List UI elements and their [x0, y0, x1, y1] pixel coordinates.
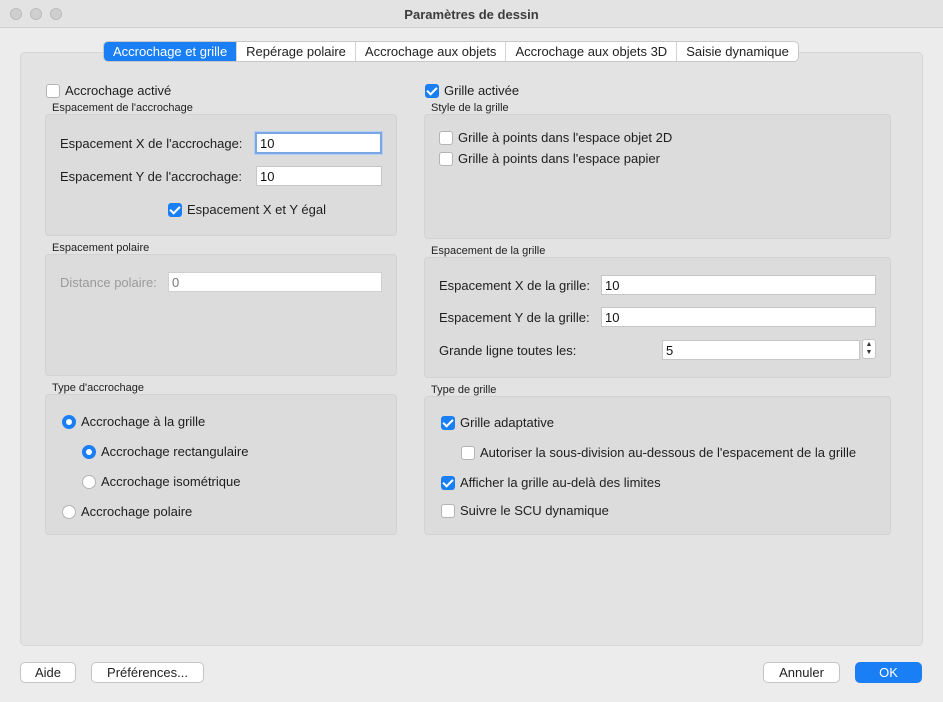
- snap-x-label: Espacement X de l'accrochage:: [60, 136, 243, 151]
- grid-y-input[interactable]: [601, 307, 876, 327]
- snap-spacing-group-label: Espacement de l'accrochage: [52, 102, 193, 114]
- polar-distance-input[interactable]: [168, 272, 382, 292]
- grid-type-group-label: Type de grille: [431, 384, 497, 396]
- chevron-up-icon[interactable]: ▲: [865, 341, 873, 348]
- dots-paper-label: Grille à points dans l'espace papier: [458, 151, 660, 166]
- snap-enabled-checkbox[interactable]: [46, 83, 171, 98]
- polar-distance-label: Distance polaire:: [60, 275, 157, 290]
- radio-circle[interactable]: [62, 505, 76, 519]
- tab-dynamic-input[interactable]: Saisie dynamique: [676, 42, 798, 61]
- radio-circle[interactable]: [82, 445, 96, 459]
- radio-circle[interactable]: [82, 475, 96, 489]
- help-button[interactable]: Aide: [20, 662, 76, 683]
- checkbox-box[interactable]: [439, 152, 453, 166]
- beyond-limits-label: Afficher la grille au-delà des limites: [460, 475, 661, 490]
- subdivision-checkbox[interactable]: [461, 445, 856, 460]
- snap-type-group-label: Type d'accrochage: [52, 382, 144, 394]
- major-line-input[interactable]: [662, 340, 860, 360]
- polar-snap-label: Accrochage polaire: [81, 504, 193, 519]
- major-line-label: Grande ligne toutes les:: [439, 343, 577, 358]
- tab-object-snap[interactable]: Accrochage aux objets: [355, 42, 506, 61]
- grid-y-label: Espacement Y de la grille:: [439, 310, 590, 325]
- polar-spacing-group-label: Espacement polaire: [52, 242, 150, 254]
- rectangular-snap-label: Accrochage rectangulaire: [101, 444, 249, 459]
- checkbox-box[interactable]: [441, 504, 455, 518]
- window-title: Paramètres de dessin: [404, 7, 539, 22]
- adaptive-grid-label: Grille adaptative: [460, 415, 554, 430]
- isometric-snap-radio[interactable]: [82, 474, 240, 489]
- grid-enabled-checkbox[interactable]: [425, 83, 519, 98]
- grid-enabled-label: Grille activée: [444, 83, 520, 98]
- rectangular-snap-radio[interactable]: [82, 444, 248, 459]
- grid-snap-label: Accrochage à la grille: [81, 414, 206, 429]
- snap-y-label: Espacement Y de l'accrochage:: [60, 169, 242, 184]
- subdivision-label: Autoriser la sous-division au-dessous de l'espacement de la grille: [480, 445, 857, 460]
- radio-circle[interactable]: [62, 415, 76, 429]
- grid-x-input[interactable]: [601, 275, 876, 295]
- checkbox-box[interactable]: [425, 84, 439, 98]
- tab-bar: [103, 41, 799, 62]
- grid-style-group-label: Style de la grille: [431, 102, 509, 114]
- adaptive-grid-checkbox[interactable]: [441, 415, 554, 430]
- dots-2d-label: Grille à points dans l'espace objet 2D: [458, 130, 673, 145]
- major-line-stepper[interactable]: [862, 339, 876, 359]
- tab-snap-and-grid[interactable]: Accrochage et grille: [104, 42, 236, 61]
- title-bar: [0, 0, 943, 28]
- checkbox-box[interactable]: [439, 131, 453, 145]
- grid-spacing-group-label: Espacement de la grille: [431, 245, 546, 257]
- checkbox-box[interactable]: [168, 203, 182, 217]
- preferences-button[interactable]: Préférences...: [91, 662, 204, 683]
- tab-3d-object-snap[interactable]: Accrochage aux objets 3D: [505, 42, 676, 61]
- snap-x-input[interactable]: [255, 132, 382, 154]
- polar-snap-radio[interactable]: [62, 504, 192, 519]
- snap-y-input[interactable]: [256, 166, 382, 186]
- dots-paper-checkbox[interactable]: [439, 151, 660, 166]
- snap-enabled-label: Accrochage activé: [65, 83, 172, 98]
- checkbox-box[interactable]: [46, 84, 60, 98]
- grid-snap-radio[interactable]: [62, 414, 205, 429]
- checkbox-box[interactable]: [461, 446, 475, 460]
- follow-ucs-label: Suivre le SCU dynamique: [460, 503, 609, 518]
- cancel-button[interactable]: Annuler: [763, 662, 840, 683]
- equal-spacing-checkbox[interactable]: [168, 202, 326, 217]
- follow-ucs-checkbox[interactable]: [441, 503, 609, 518]
- tab-polar-tracking[interactable]: Repérage polaire: [236, 42, 355, 61]
- dots-2d-checkbox[interactable]: [439, 130, 672, 145]
- equal-spacing-label: Espacement X et Y égal: [187, 202, 327, 217]
- ok-button[interactable]: OK: [855, 662, 922, 683]
- grid-x-label: Espacement X de la grille:: [439, 278, 591, 293]
- isometric-snap-label: Accrochage isométrique: [101, 474, 241, 489]
- chevron-down-icon[interactable]: ▼: [865, 349, 873, 356]
- beyond-limits-checkbox[interactable]: [441, 475, 661, 490]
- checkbox-box[interactable]: [441, 416, 455, 430]
- checkbox-box[interactable]: [441, 476, 455, 490]
